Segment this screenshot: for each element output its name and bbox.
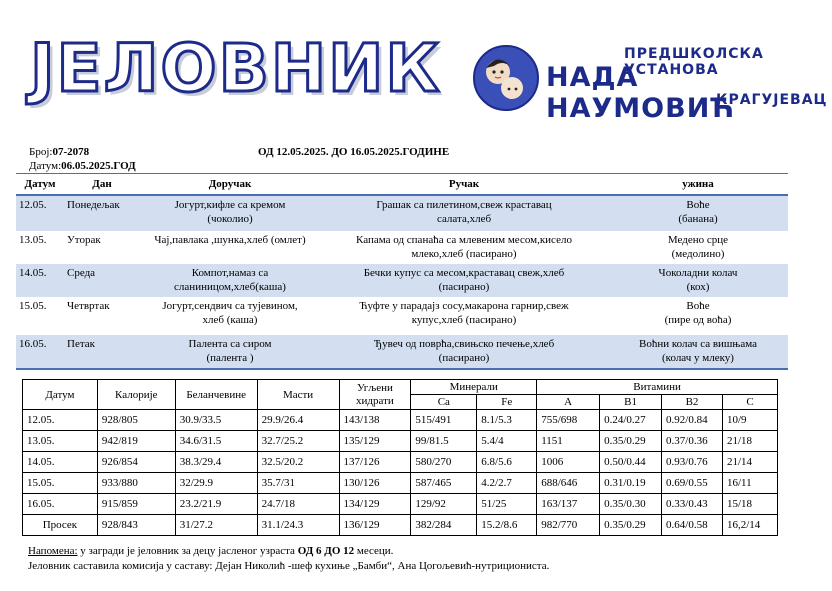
nutrition-cell: 0.92/0.84 bbox=[662, 410, 723, 431]
menu-snack: Воће (пире од воћа) bbox=[664, 299, 732, 326]
nutrition-row bbox=[23, 494, 778, 515]
menu-snack: Воћни колач са вишњама (колач у млеку) bbox=[608, 335, 788, 369]
nutrition-cell: 32/29.9 bbox=[175, 473, 257, 494]
nutrition-cell: 587/465 bbox=[411, 473, 477, 494]
menu-date: 15.05. bbox=[19, 299, 47, 312]
nutrition-cell: 34.6/31.5 bbox=[175, 431, 257, 452]
note-label: Напомена: bbox=[28, 545, 78, 557]
nutrition-cell: 0.35/0.30 bbox=[600, 494, 662, 515]
doc-number bbox=[29, 146, 89, 158]
nutrition-cell: 10/9 bbox=[722, 410, 777, 431]
menu-row bbox=[16, 231, 788, 264]
nutrition-cell: 0.24/0.27 bbox=[600, 410, 662, 431]
nutrition-cell: 982/770 bbox=[537, 515, 600, 536]
nutrition-cell: 928/843 bbox=[97, 515, 175, 536]
nutrition-header-row bbox=[23, 380, 778, 395]
menu-breakfast: Чај,павлака ,шунка,хлеб (омлет) bbox=[154, 233, 306, 246]
nutrition-cell: 35.7/31 bbox=[257, 473, 339, 494]
doc-date-value: 06.05.2025.ГОД bbox=[61, 160, 136, 172]
nutrition-cell: 99/81.5 bbox=[411, 431, 477, 452]
nutrition-cell: 129/92 bbox=[411, 494, 477, 515]
menu-table bbox=[16, 173, 788, 370]
menu-period: ОД 12.05.2025. ДО 16.05.2025.ГОДИНЕ bbox=[258, 146, 450, 158]
nutrition-cell: 0.35/0.29 bbox=[600, 515, 662, 536]
menu-day: Среда bbox=[64, 264, 140, 297]
nutrition-cell: 135/129 bbox=[339, 431, 411, 452]
menu-header-date: Датум bbox=[16, 174, 64, 195]
menu-lunch: Грашак са пилетином,свеж краставац салата,хлеб bbox=[320, 195, 608, 231]
menu-row bbox=[16, 335, 788, 369]
menu-date: 13.05. bbox=[19, 233, 47, 246]
nutrition-row bbox=[23, 515, 778, 536]
menu-lunch: Ђувеч од поврћа,свињско печење,хлеб (пасирано) bbox=[320, 335, 608, 369]
menu-snack: Воће (банана) bbox=[608, 195, 788, 231]
nutrition-header-calories: Калорије bbox=[97, 380, 175, 410]
menu-header-day: Дан bbox=[64, 174, 140, 195]
nutrition-header-carbs: Угљени хидрати bbox=[339, 380, 411, 410]
nutrition-cell: 580/270 bbox=[411, 452, 477, 473]
nutrition-cell: 15/18 bbox=[722, 494, 777, 515]
nutrition-cell: 30.9/33.5 bbox=[175, 410, 257, 431]
nutrition-cell: 942/819 bbox=[97, 431, 175, 452]
nutrition-cell: 0.31/0.19 bbox=[600, 473, 662, 494]
nutrition-cell: 21/14 bbox=[722, 452, 777, 473]
nutrition-cell: 16.05. bbox=[23, 494, 98, 515]
menu-date: 12.05. bbox=[16, 195, 64, 231]
doc-number-value: 07-2078 bbox=[52, 146, 90, 158]
menu-lunch: Бечки купус са месом,краставац свеж,хлеб (пасирано) bbox=[320, 264, 608, 297]
nutrition-cell: 130/126 bbox=[339, 473, 411, 494]
nutrition-cell: 1151 bbox=[537, 431, 600, 452]
nutrition-cell: 0.69/0.55 bbox=[662, 473, 723, 494]
nutrition-cell: 32.7/25.2 bbox=[257, 431, 339, 452]
nutrition-cell: 915/859 bbox=[97, 494, 175, 515]
menu-breakfast: Компот,намаз са сланиницом,хлеб(каша) bbox=[140, 264, 320, 297]
nutrition-cell: 5.4/4 bbox=[477, 431, 537, 452]
note-text: у загради је јеловник за децу јасленог узраста bbox=[77, 545, 298, 557]
menu-date: 16.05. bbox=[16, 335, 64, 369]
nutrition-row bbox=[23, 452, 778, 473]
nutrition-cell: 32.5/20.2 bbox=[257, 452, 339, 473]
nutrition-header-fat: Масти bbox=[257, 380, 339, 410]
org-prefix: ПРЕДШКОЛСКА УСТАНОВА bbox=[624, 46, 764, 78]
nutrition-row bbox=[23, 473, 778, 494]
menu-day: Понедељак bbox=[64, 195, 140, 231]
nutrition-header-date: Датум bbox=[23, 380, 98, 410]
menu-date: 14.05. bbox=[16, 264, 64, 297]
nutrition-cell: 515/491 bbox=[411, 410, 477, 431]
menu-day: Уторак bbox=[67, 233, 101, 246]
nutrition-cell: 0.35/0.29 bbox=[600, 431, 662, 452]
nutrition-cell: 688/646 bbox=[537, 473, 600, 494]
menu-lunch: Капама од спанаћа са млевеним месом,кисело млеко,хлеб (пасирано) bbox=[356, 233, 572, 260]
page-title: ЈЕЛОВНИК bbox=[30, 30, 442, 107]
nutrition-cell: 21/18 bbox=[722, 431, 777, 452]
nutrition-table bbox=[22, 379, 778, 536]
menu-header-breakfast: Доручак bbox=[140, 174, 320, 195]
nutrition-cell: 928/805 bbox=[97, 410, 175, 431]
nutrition-cell: 14.05. bbox=[23, 452, 98, 473]
menu-row bbox=[16, 264, 788, 297]
nutrition-cell: 13.05. bbox=[23, 431, 98, 452]
menu-header-lunch: Ручак bbox=[320, 174, 608, 195]
menu-header-snack: ужина bbox=[608, 174, 788, 195]
nutrition-cell: 23.2/21.9 bbox=[175, 494, 257, 515]
menu-snack: Медено срце (медолино) bbox=[667, 233, 729, 260]
nutrition-cell: 51/25 bbox=[477, 494, 537, 515]
nutrition-cell: 16/11 bbox=[722, 473, 777, 494]
nutrition-cell: 38.3/29.4 bbox=[175, 452, 257, 473]
nutrition-header-fe: Fe bbox=[477, 395, 537, 410]
nutrition-header-minerals: Минерали bbox=[411, 380, 537, 395]
menu-snack: Чоколадни колач (кох) bbox=[608, 264, 788, 297]
nutrition-cell: 0.33/0.43 bbox=[662, 494, 723, 515]
nutrition-cell: 134/129 bbox=[339, 494, 411, 515]
nutrition-header-vitamins: Витамини bbox=[537, 380, 778, 395]
nutrition-row bbox=[23, 431, 778, 452]
children-faces-logo-icon bbox=[472, 44, 540, 112]
menu-breakfast: Палента са сиром (палента ) bbox=[140, 335, 320, 369]
nutrition-cell: 1006 bbox=[537, 452, 600, 473]
menu-breakfast: Јогурт,кифле са кремом (чоколио) bbox=[140, 195, 320, 231]
menu-row bbox=[16, 297, 788, 335]
menu-day: Петак bbox=[64, 335, 140, 369]
nutrition-cell: 0.64/0.58 bbox=[662, 515, 723, 536]
nutrition-cell: 15.05. bbox=[23, 473, 98, 494]
nutrition-cell: 15.2/8.6 bbox=[477, 515, 537, 536]
note-age-range: ОД 6 ДО 12 bbox=[297, 545, 355, 557]
nutrition-cell: 755/698 bbox=[537, 410, 600, 431]
org-city: КРАГУЈЕВАЦ bbox=[716, 92, 828, 108]
nutrition-cell: 6.8/5.6 bbox=[477, 452, 537, 473]
nutrition-cell: 0.37/0.36 bbox=[662, 431, 723, 452]
nutrition-header-b2: B2 bbox=[662, 395, 723, 410]
doc-date-label: Датум: bbox=[29, 160, 62, 172]
commission-line: Јеловник саставила комисија у саставу: Дејан Николић -шеф кухиње „Бамби“, Ана Цогољевић-нутрициониста. bbox=[28, 560, 550, 572]
note-text-end: месеци. bbox=[354, 545, 394, 557]
org-name: НАДА НАУМОВИЋ bbox=[546, 62, 736, 124]
nutrition-cell: 0.93/0.76 bbox=[662, 452, 723, 473]
nutrition-cell: 24.7/18 bbox=[257, 494, 339, 515]
nutrition-cell: 29.9/26.4 bbox=[257, 410, 339, 431]
doc-number-label: Број: bbox=[29, 146, 53, 158]
nutrition-header-ca: Ca bbox=[411, 395, 477, 410]
doc-date bbox=[29, 160, 136, 172]
menu-breakfast: Јогурт,сендвич са тујевином, хлеб (каша) bbox=[162, 299, 298, 326]
menu-row bbox=[16, 195, 788, 231]
nutrition-header-c: C bbox=[722, 395, 777, 410]
nutrition-cell: 31/27.2 bbox=[175, 515, 257, 536]
nutrition-cell: 8.1/5.3 bbox=[477, 410, 537, 431]
nutrition-cell: 12.05. bbox=[23, 410, 98, 431]
nutrition-cell: 926/854 bbox=[97, 452, 175, 473]
nutrition-cell: Просек bbox=[23, 515, 98, 536]
note-line bbox=[28, 545, 393, 557]
nutrition-cell: 382/284 bbox=[411, 515, 477, 536]
nutrition-cell: 136/129 bbox=[339, 515, 411, 536]
nutrition-cell: 143/138 bbox=[339, 410, 411, 431]
nutrition-cell: 163/137 bbox=[537, 494, 600, 515]
nutrition-cell: 137/126 bbox=[339, 452, 411, 473]
nutrition-cell: 0.50/0.44 bbox=[600, 452, 662, 473]
nutrition-cell: 31.1/24.3 bbox=[257, 515, 339, 536]
nutrition-cell: 4.2/2.7 bbox=[477, 473, 537, 494]
menu-lunch: Ћуфте у парадајз сосу,макарона гарнир,свеж купус,хлеб (пасирано) bbox=[359, 299, 569, 326]
menu-day: Четвртак bbox=[67, 299, 110, 312]
nutrition-cell: 933/880 bbox=[97, 473, 175, 494]
nutrition-cell: 16,2/14 bbox=[722, 515, 777, 536]
nutrition-header-protein: Беланчевине bbox=[175, 380, 257, 410]
nutrition-header-a: A bbox=[537, 395, 600, 410]
menu-header-row bbox=[16, 174, 788, 195]
nutrition-header-b1: B1 bbox=[600, 395, 662, 410]
nutrition-row bbox=[23, 410, 778, 431]
